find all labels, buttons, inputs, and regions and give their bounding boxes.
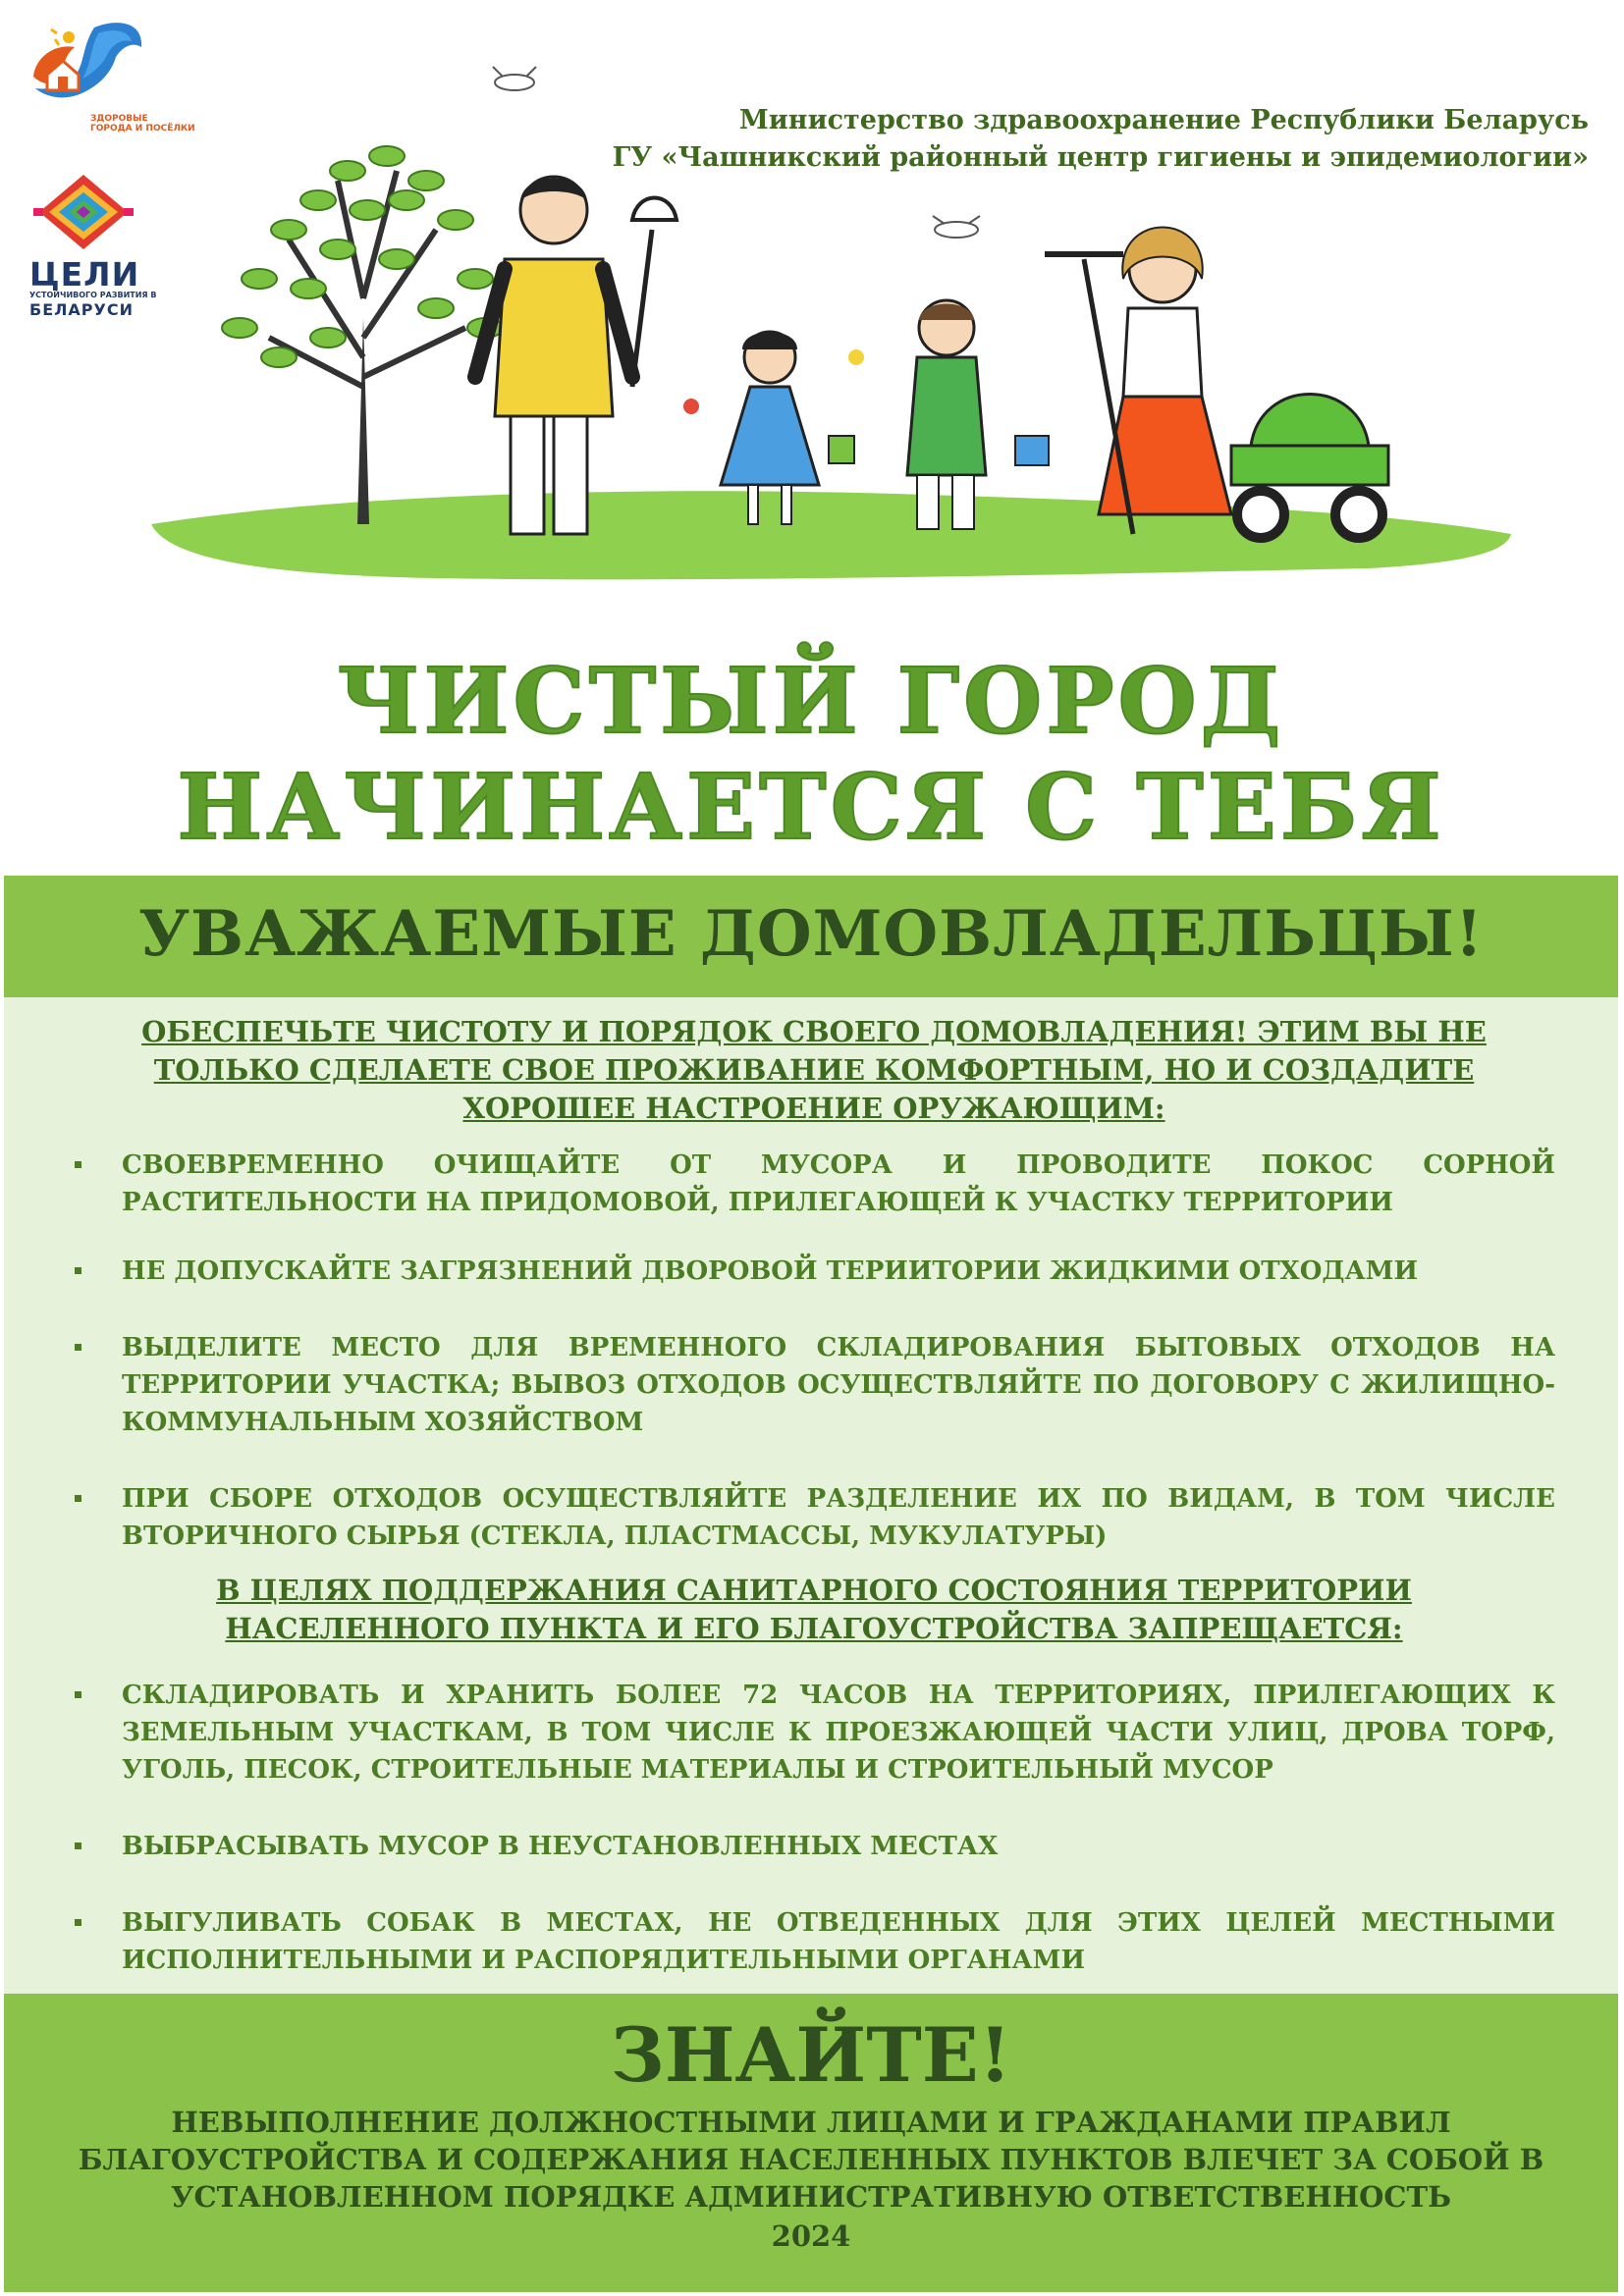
slogan-line-2: НАЧИНАЕТСЯ С ТЕБЯ <box>177 754 1445 860</box>
bullet-icon <box>75 1842 81 1849</box>
homeowners-banner <box>4 876 1618 997</box>
list-item: ПРИ СБОРЕ ОТХОДОВ ОСУЩЕСТВЛЯЙТЕ РАЗДЕЛЕНИЕ ИХ ПО ВИДАМ, В ТОМ ЧИСЛЕ ВТОРИЧНОГО СЫРЬЯ (СТЕКЛА, ПЛАСТМАССЫ, МУКУЛАТУРЫ) <box>73 1480 1555 1555</box>
footer-year: 2024 <box>771 2219 851 2253</box>
list-item: СКЛАДИРОВАТЬ И ХРАНИТЬ БОЛЕЕ 72 ЧАСОВ НА ТЕРРИТОРИЯХ, ПРИЛЕГАЮЩИХ К ЗЕМЕЛЬНЫМ УЧАСТКАМ, В ТОМ ЧИСЛЕ К ПРОЕЗЖАЮЩЕЙ ЧАСТИ УЛИЦ, ДРОВА ТОРФ, УГОЛЬ, ПЕСОК, СТРОИТЕЛЬНЫЕ МАТЕРИАЛЫ И СТРОИТЕЛЬНЫЙ МУСОР <box>73 1677 1555 1789</box>
intro-heading: ОБЕСПЕЧЬТЕ ЧИСТОТУ И ПОРЯДОК СВОЕГО ДОМОВЛАДЕНИЯ! ЭТИМ ВЫ НЕ ТОЛЬКО СДЕЛАЕТЕ СВОЕ ПРОЖИВАНИЕ КОМФОРТНЫМ, НО И СОЗДАДИТЕ ХОРОШЕЕ НАСТРОЕНИЕ ОРУЖАЮЩИМ: <box>141 1015 1487 1125</box>
prohibition-list <box>73 1904 1555 1979</box>
ornament-icon <box>29 173 137 251</box>
bird-icon <box>493 67 536 90</box>
list-item: ВЫДЕЛИТЕ МЕСТО ДЛЯ ВРЕМЕННОГО СКЛАДИРОВАНИЯ БЫТОВЫХ ОТХОДОВ НА ТЕРРИТОРИИ УЧАСТКА; ВЫВОЗ ОТХОДОВ ОСУЩЕСТВЛЯЙТЕ ПО ДОГОВОРУ С ЖИЛИЩНО-КОММУНАЛЬНЫМ ХОЗЯЙСТВОМ <box>73 1329 1555 1441</box>
zdorovye-caption-sub: ГОРОДА И ПОСЁЛКИ <box>90 124 195 133</box>
grass <box>151 491 1511 579</box>
recommendation-list <box>73 1253 1555 1290</box>
slogan-line-1: ЧИСТЫЙ ГОРОД <box>337 648 1285 754</box>
family-cleanup-illustration <box>141 63 1516 593</box>
bird-icon <box>933 216 980 238</box>
tseli-country: БЕЛАРУСИ <box>29 300 134 319</box>
main-content <box>4 997 1618 1994</box>
recommendation-list <box>73 1329 1555 1441</box>
father-figure <box>475 177 677 534</box>
warning-footer <box>4 1994 1618 2292</box>
bullet-icon <box>75 1691 81 1698</box>
recommendation-list <box>73 1147 1555 1221</box>
recommendation-list <box>73 1480 1555 1555</box>
dove-house-icon <box>26 18 153 116</box>
poster <box>4 4 1618 2292</box>
ministry-name: Министерство здравоохранение Республики Беларусь <box>738 105 1589 135</box>
list-item: ВЫБРАСЫВАТЬ МУСОР В НЕУСТАНОВЛЕННЫХ МЕСТАХ <box>73 1828 1555 1865</box>
prohibition-list <box>73 1828 1555 1865</box>
bullet-icon <box>75 1161 81 1168</box>
list-item: ВЫГУЛИВАТЬ СОБАК В МЕСТАХ, НЕ ОТВЕДЕННЫХ ДЛЯ ЭТИХ ЦЕЛЕЙ МЕСТНЫМИ ИСПОЛНИТЕЛЬНЫМИ И РАСПОРЯДИТЕЛЬНЫМИ ОРГАНАМИ <box>73 1904 1555 1979</box>
mother-figure <box>1045 228 1231 535</box>
list-item: СВОЕВРЕМЕННО ОЧИЩАЙТЕ ОТ МУСОРА И ПРОВОДИТЕ ПОКОС СОРНОЙ РАСТИТЕЛЬНОСТИ НА ПРИДОМОВОЙ, ПРИЛЕГАЮЩЕЙ К УЧАСТКУ ТЕРРИТОРИИ <box>73 1147 1555 1221</box>
center-name: ГУ «Чашникский районный центр гигиены и эпидемиологии» <box>612 142 1589 173</box>
footer-title: ЗНАЙТЕ! <box>610 2011 1012 2099</box>
sdg-belarus-logo <box>29 173 157 320</box>
bullet-icon <box>75 1495 81 1502</box>
banner-title: УВАЖАЕМЫЕ ДОМОВЛАДЕЛЬЦЫ! <box>138 897 1484 971</box>
tseli-title: ЦЕЛИ <box>29 255 140 294</box>
bullet-icon <box>75 1344 81 1351</box>
prohibitions-heading: В ЦЕЛЯХ ПОДДЕРЖАНИЯ САНИТАРНОГО СОСТОЯНИЯ ТЕРРИТОРИИ НАСЕЛЕННОГО ПУНКТА И ЕГО БЛАГОУСТРОЙСТВА ЗАПРЕЩАЕТСЯ: <box>216 1574 1412 1645</box>
tseli-subtitle: УСТОЙЧИВОГО РАЗВИТИЯ В <box>29 291 157 299</box>
zdorovye-caption: ЗДОРОВЫЕ <box>90 114 148 124</box>
tree <box>222 146 503 524</box>
bullet-icon <box>75 1919 81 1926</box>
healthy-cities-logo <box>26 18 195 140</box>
bullet-icon <box>75 1267 81 1274</box>
footer-warning: НЕВЫПОЛНЕНИЕ ДОЛЖНОСТНЫМИ ЛИЦАМИ И ГРАЖДАНАМИ ПРАВИЛ БЛАГОУСТРОЙСТВА И СОДЕРЖАНИЯ НАСЕЛЕННЫХ ПУНКТОВ ВЛЕЧЕТ ЗА СОБОЙ В УСТАНОВЛЕННОМ ПОРЯДКЕ АДМИНИСТРАТИВНУЮ ОТВЕТСТВЕННОСТЬ <box>78 2106 1544 2214</box>
prohibition-list <box>73 1677 1555 1789</box>
list-item: НЕ ДОПУСКАЙТЕ ЗАГРЯЗНЕНИЙ ДВОРОВОЙ ТЕРИИТОРИИ ЖИДКИМИ ОТХОДАМИ <box>73 1253 1555 1290</box>
